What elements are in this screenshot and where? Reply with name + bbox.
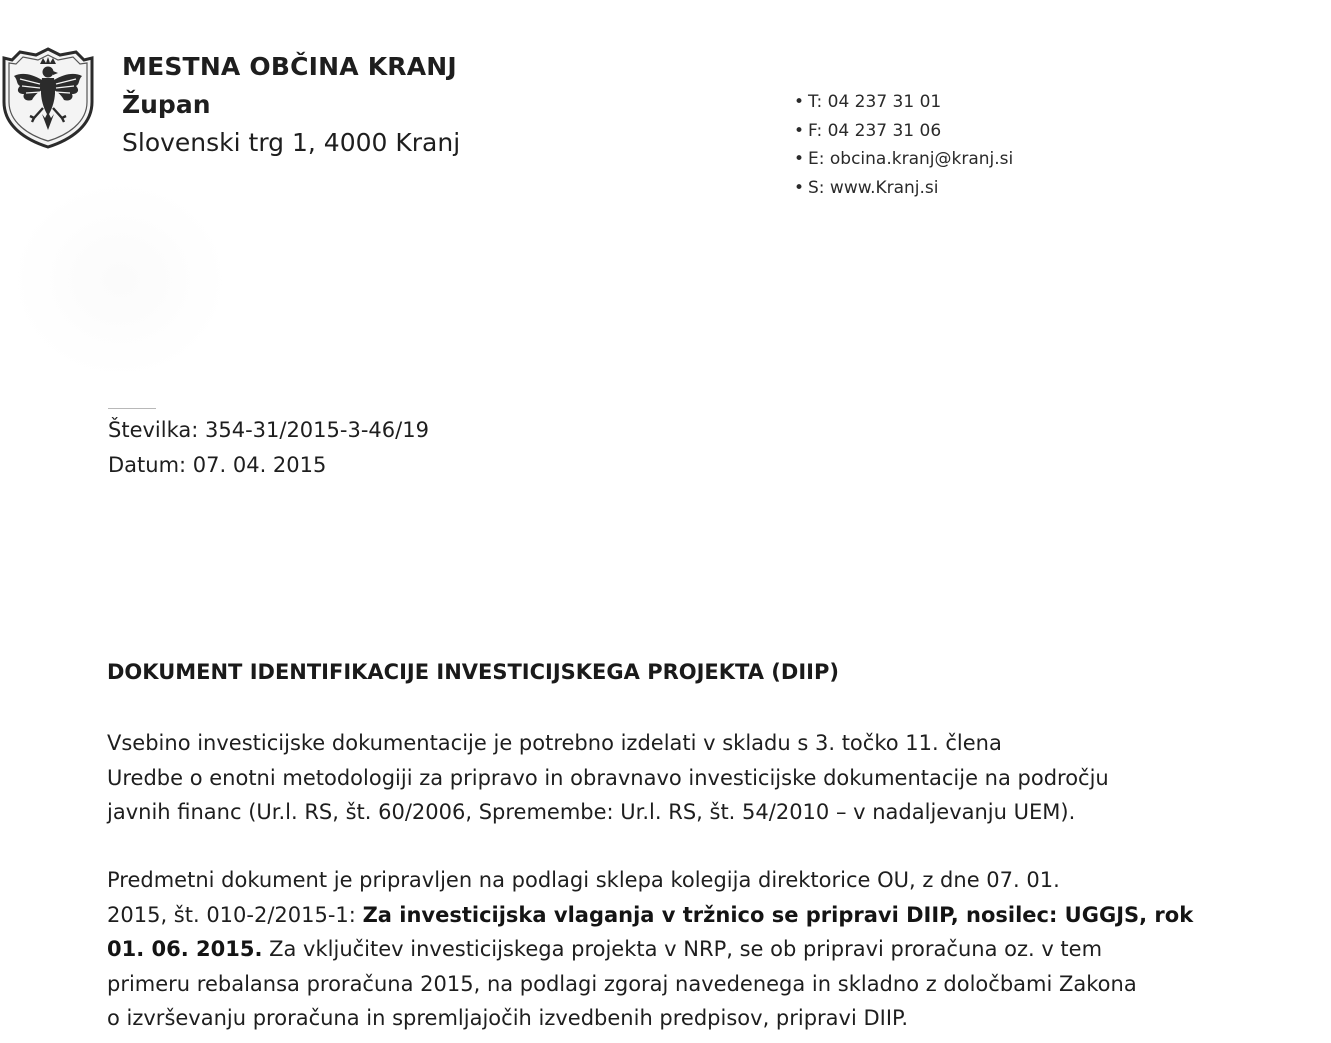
paragraph-legal-basis — [107, 726, 1307, 830]
contact-website-text: S: www.Kranj.si — [808, 177, 939, 198]
bullet-icon: • — [794, 92, 805, 112]
letterhead — [122, 48, 460, 162]
contact-fax — [794, 117, 1013, 146]
office-title: Župan — [122, 90, 211, 119]
paragraph-line: javnih financ (Ur.l. RS, št. 60/2006, Spremembe: Ur.l. RS, št. 54/2010 – v nadaljevanju UEM). — [107, 800, 1076, 824]
paragraph-text: 2015, št. 010-2/2015-1: — [107, 902, 363, 927]
paragraph-emphasis: 01. 06. 2015. — [107, 937, 263, 961]
bullet-icon: • — [794, 120, 805, 141]
paragraph-text: Za vključitev investicijskega projekta v NRP, se ob pripravi proračuna oz. v tem — [262, 937, 1103, 961]
office-address: Slovenski trg 1, 4000 Kranj — [122, 128, 461, 157]
paragraph-decision — [107, 863, 1307, 1036]
bullet-icon: • — [794, 177, 805, 198]
kranj-coat-of-arms-eagle-icon — [0, 46, 96, 150]
contact-list — [794, 88, 1013, 202]
reference-number: Številka: 354-31/2015-3-46/19 — [108, 418, 429, 442]
paragraph-line: o izvrševanju proračuna in spremljajočih izvedbenih predpisov, pripravi DIIP. — [107, 1006, 909, 1030]
paragraph-line: Uredbe o enotni metodologiji za pripravo in obravnavo investicijske dokumentacije na področju — [107, 765, 1109, 790]
paragraph-line: Vsebino investicijske dokumentacije je potrebno izdelati v skladu s 3. točko 11. člena — [107, 731, 1002, 755]
paragraph-line: Predmetni dokument je pripravljen na podlagi sklepa kolegija direktorice OU, z dne 07. 01. — [107, 868, 1060, 892]
reference-date: Datum: 07. 04. 2015 — [108, 453, 327, 477]
reference-block — [108, 413, 429, 483]
contact-email — [794, 145, 1013, 174]
contact-email-text: E: obcina.kranj@kranj.si — [808, 149, 1014, 169]
organization-name: MESTNA OBČINA KRANJ — [122, 52, 457, 81]
paragraph-line — [107, 898, 1307, 933]
document-heading: DOKUMENT IDENTIFIKACIJE INVESTICIJSKEGA PROJEKTA (DIIP) — [107, 660, 839, 684]
contact-website — [794, 174, 1013, 203]
scan-smudge — [10, 180, 230, 380]
reference-rule — [108, 408, 156, 409]
contact-phone-text: T: 04 237 31 01 — [808, 92, 942, 112]
contact-phone — [794, 88, 1013, 117]
paragraph-line — [107, 932, 1307, 967]
paragraph-line: primeru rebalansa proračuna 2015, na podlagi zgoraj navedenega in skladno z določbami Zakona — [107, 971, 1137, 996]
paragraph-emphasis: Za investicijska vlaganja v tržnico se pripravi DIIP, nosilec: UGGJS, rok — [362, 902, 1194, 927]
contact-fax-text: F: 04 237 31 06 — [808, 120, 942, 141]
bullet-icon: • — [794, 149, 805, 169]
